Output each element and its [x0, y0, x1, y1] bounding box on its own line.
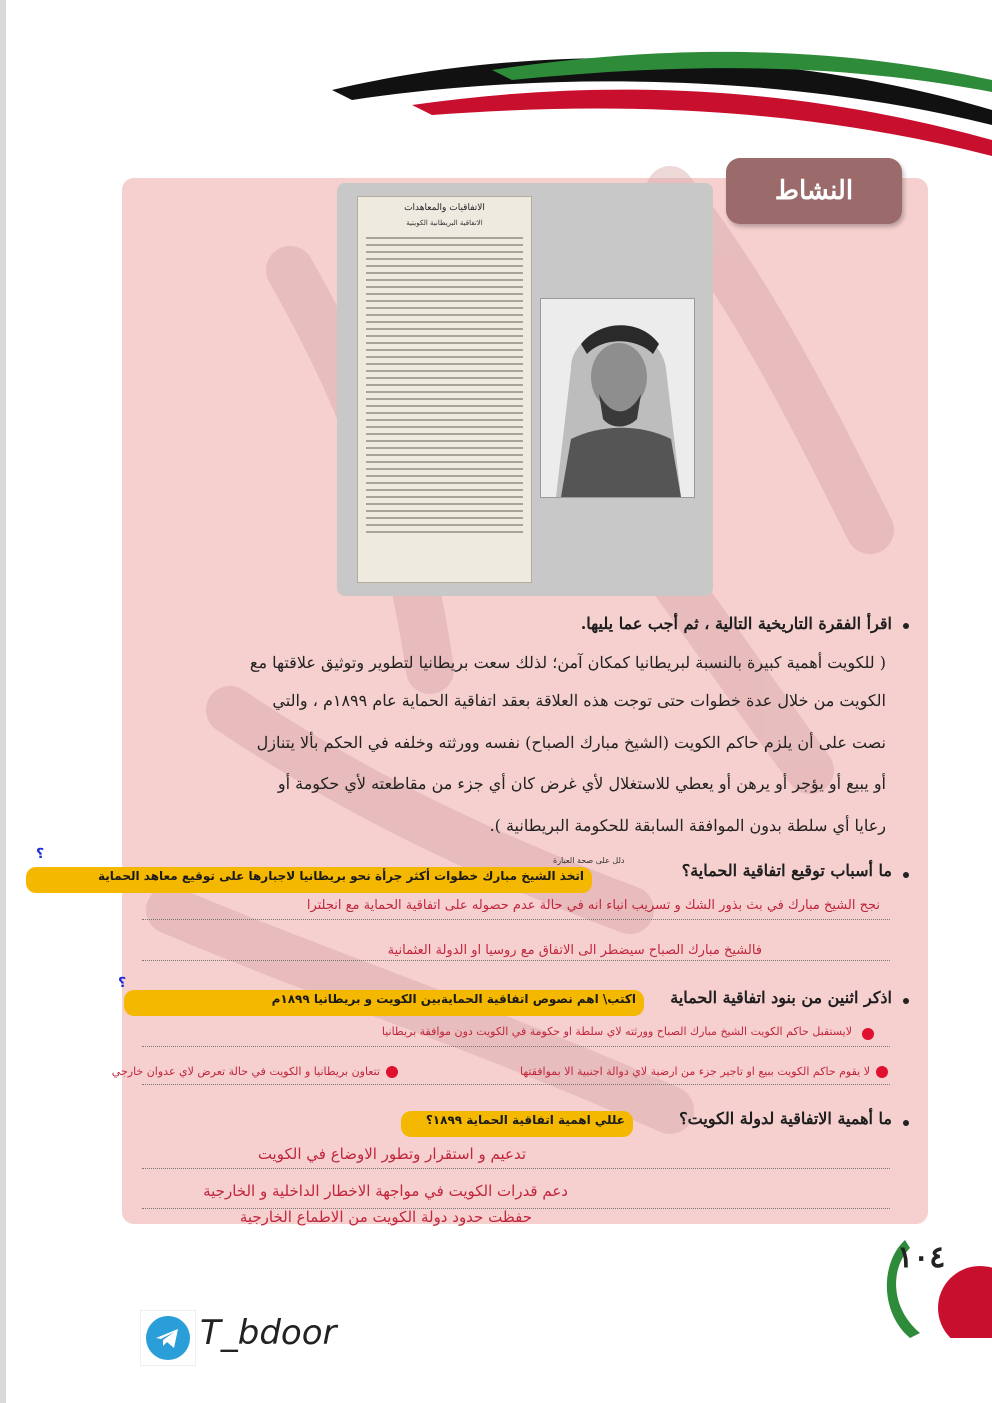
page-number: ١٠٤: [897, 1240, 946, 1275]
answer-line: [142, 919, 890, 920]
treaty-document-lines: [366, 237, 523, 538]
answer-importance-1: تدعيم و استقرار وتطور الاوضاع في الكويت: [257, 1145, 526, 1163]
bullet-3: [903, 998, 909, 1004]
red-dot-bullet: [386, 1066, 398, 1078]
question-mark-2: ؟: [36, 846, 45, 862]
bullet-1: [903, 623, 909, 629]
watermark-handle: T_bdoor: [200, 1313, 337, 1353]
bullet-4: [903, 1120, 909, 1126]
left-page-rule: [0, 0, 6, 1403]
telegram-icon: [140, 1310, 196, 1366]
treaty-document-subheading: الاتفاقية البريطانية الكويتية: [406, 219, 483, 227]
answer-terms-2: لا يقوم حاكم الكويت ببيع او تاجير جزء من ارضية لاي دوالة اجنبية الا بموافقتها: [519, 1065, 870, 1078]
paragraph-line-3: نصت على أن يلزم حاكم الكويت (الشيخ مبارك الصباح) نفسه وورثته وخلفه في الحكم بألا يتنازل: [256, 733, 886, 752]
question-reasons: ما أسباب توقيع اتفاقية الحماية؟: [681, 861, 892, 880]
red-dot-bullet: [876, 1066, 888, 1078]
flag-wave-decoration: [292, 0, 992, 160]
answer-line: [142, 960, 890, 961]
red-dot-bullet: [862, 1028, 874, 1040]
question-read-paragraph: اقرأ الفقرة التاريخية التالية ، ثم أجب عما يليها.: [580, 614, 892, 633]
highlight-importance: عللي اهمية اتفاقية الحماية ١٨٩٩؟: [401, 1111, 633, 1137]
answer-importance-3: حفظت حدود دولة الكويت من الاطماع الخارجية: [239, 1208, 532, 1226]
paragraph-line-4: أو يبيع أو يؤجر أو يرهن أو يعطي للاستغلال لأي غرض كان أي جزء من مقاطعته لأي حكومة أو: [277, 774, 886, 793]
question-mark-3: ؟: [118, 975, 127, 991]
note-prove-statement: دلل على صحة العبارة: [553, 856, 625, 865]
highlight-treaty-terms: اكتب\ اهم نصوص اتفاقية الحمايةبين الكويت و بريطانيا ١٨٩٩م: [124, 990, 644, 1016]
answer-terms-1: لايستقبل حاكم الكويت الشيخ مبارك الصباح وورثته لاي سلطة او حكومة في الكويت دون موافقة بريطانيا: [381, 1025, 852, 1038]
bullet-2: [903, 872, 909, 878]
highlight-reasons: اتخذ الشيخ مبارك خطوات أكثر جرأة نحو بريطانيا لاجبارها على توقيع معاهد الحماية: [26, 867, 592, 893]
answer-line: [142, 1046, 890, 1047]
paragraph-line-1: ( للكويت أهمية كبيرة بالنسبة لبريطانيا كمكان آمن؛ لذلك سعت بريطانيا لتطوير وتوثيق علاقتها مع: [249, 653, 886, 672]
paragraph-line-5: رعايا أي سلطة بدون الموافقة السابقة للحكومة البريطانية ).: [489, 816, 886, 835]
treaty-document-image: [357, 196, 532, 583]
answer-reasons-1: نجح الشيخ مبارك في بث بذور الشك و تسريب انباء انه في حالة عدم حصوله على اتفاقية الحماية مع انجلترا: [306, 898, 880, 913]
paragraph-line-2: الكويت من خلال عدة خطوات حتى توجت هذه العلاقة بعقد اتفاقية الحماية عام ١٨٩٩م ، والتي: [272, 691, 886, 710]
answer-terms-3: تتعاون بريطانيا و الكويت في حالة تعرض لاي عدوان خارجي: [111, 1065, 380, 1078]
activity-title: النشاط: [726, 158, 902, 224]
answer-reasons-2: فالشيخ مبارك الصباح سيضطر الى الاتفاق مع روسيا او الدولة العثمانية: [387, 943, 762, 958]
question-treaty-terms: اذكر اثنين من بنود اتفاقية الحماية: [670, 988, 892, 1007]
answer-line: [142, 1084, 890, 1085]
treaty-document-heading: الاتفاقيات والمعاهدات: [404, 203, 485, 213]
question-importance: ما أهمية الاتفاقية لدولة الكويت؟: [679, 1109, 892, 1128]
answer-importance-2: دعم قدرات الكويت في مواجهة الاخطار الداخلية و الخارجية: [203, 1182, 568, 1200]
sheikh-portrait-image: [540, 298, 695, 498]
answer-line: [142, 1168, 890, 1169]
